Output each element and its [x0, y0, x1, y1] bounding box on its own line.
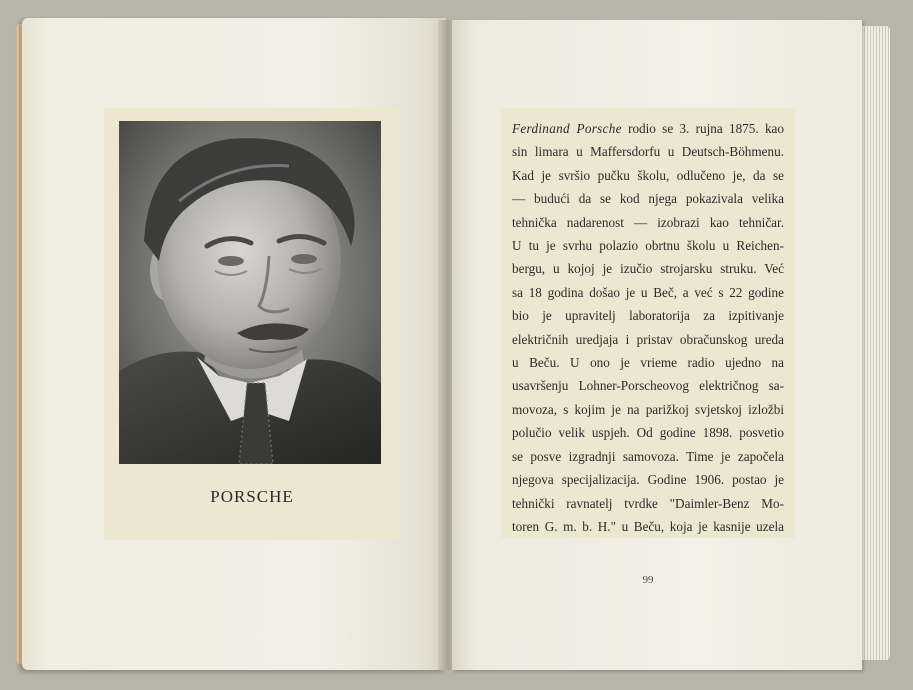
text-line-3: Kad je svršio pučku školu, odlučeno je, da se: [512, 167, 784, 183]
text-line-18: toren G. m. b. H." u Beču, koja je kasnije uzela: [512, 518, 784, 534]
text-line-7: bergu, u kojoj je izučio strojarsku struku. Već: [512, 261, 784, 277]
text-line-6: U tu je svrhu polazio obrtnu školu u Reichen-: [512, 238, 784, 254]
lead-name: Ferdinand Porsche: [512, 121, 622, 136]
portrait-illustration: [119, 121, 381, 464]
text-line-12: usavršenju Lohner-Porscheovog električnog sa-: [512, 378, 784, 394]
body-text: [512, 117, 784, 538]
text-line-1: [512, 117, 784, 140]
text-line-11: u Beču. U ono je vrieme radio ujedno na: [512, 355, 784, 371]
text-line-17: tehnički ravnatelj tvrdke "Daimler-Benz Mo-: [512, 495, 784, 511]
text-line-5: tehnička nadarenost — izobrazi kao tehničar.: [512, 214, 784, 230]
text-line-2: sin limara u Maffersdorfu u Deutsch-Böhmenu.: [512, 144, 784, 160]
page-number: 99: [642, 574, 654, 586]
photo-caption: PORSCHE: [210, 487, 294, 506]
text-line-14: polučio velik uspjeh. Od godine 1898. posvetio: [512, 425, 784, 441]
text-line-16: njegova specijalizacija. Godine 1906. postao je: [512, 472, 784, 488]
text-line-9: bio je upravitelj laboratorija za izpitivanje: [512, 308, 784, 324]
text-line-10: električnih uredjaja i pristav obračunskog ureda: [512, 331, 784, 347]
portrait-photo: [119, 121, 381, 464]
text-line-4: — budući da se kod njega pokazivala velika: [512, 191, 784, 207]
text-line-13: movoza, s kojim je na parižkoj svjetskoj izložbi: [512, 401, 784, 417]
text-line-8: sa 18 godina došao je u Beč, a već s 22 godine: [512, 284, 784, 300]
text-line-15: se posve izgradnji samovoza. Time je započela: [512, 448, 784, 464]
text-line-1-rest: rodio se 3. rujna 1875. kao: [621, 121, 784, 136]
